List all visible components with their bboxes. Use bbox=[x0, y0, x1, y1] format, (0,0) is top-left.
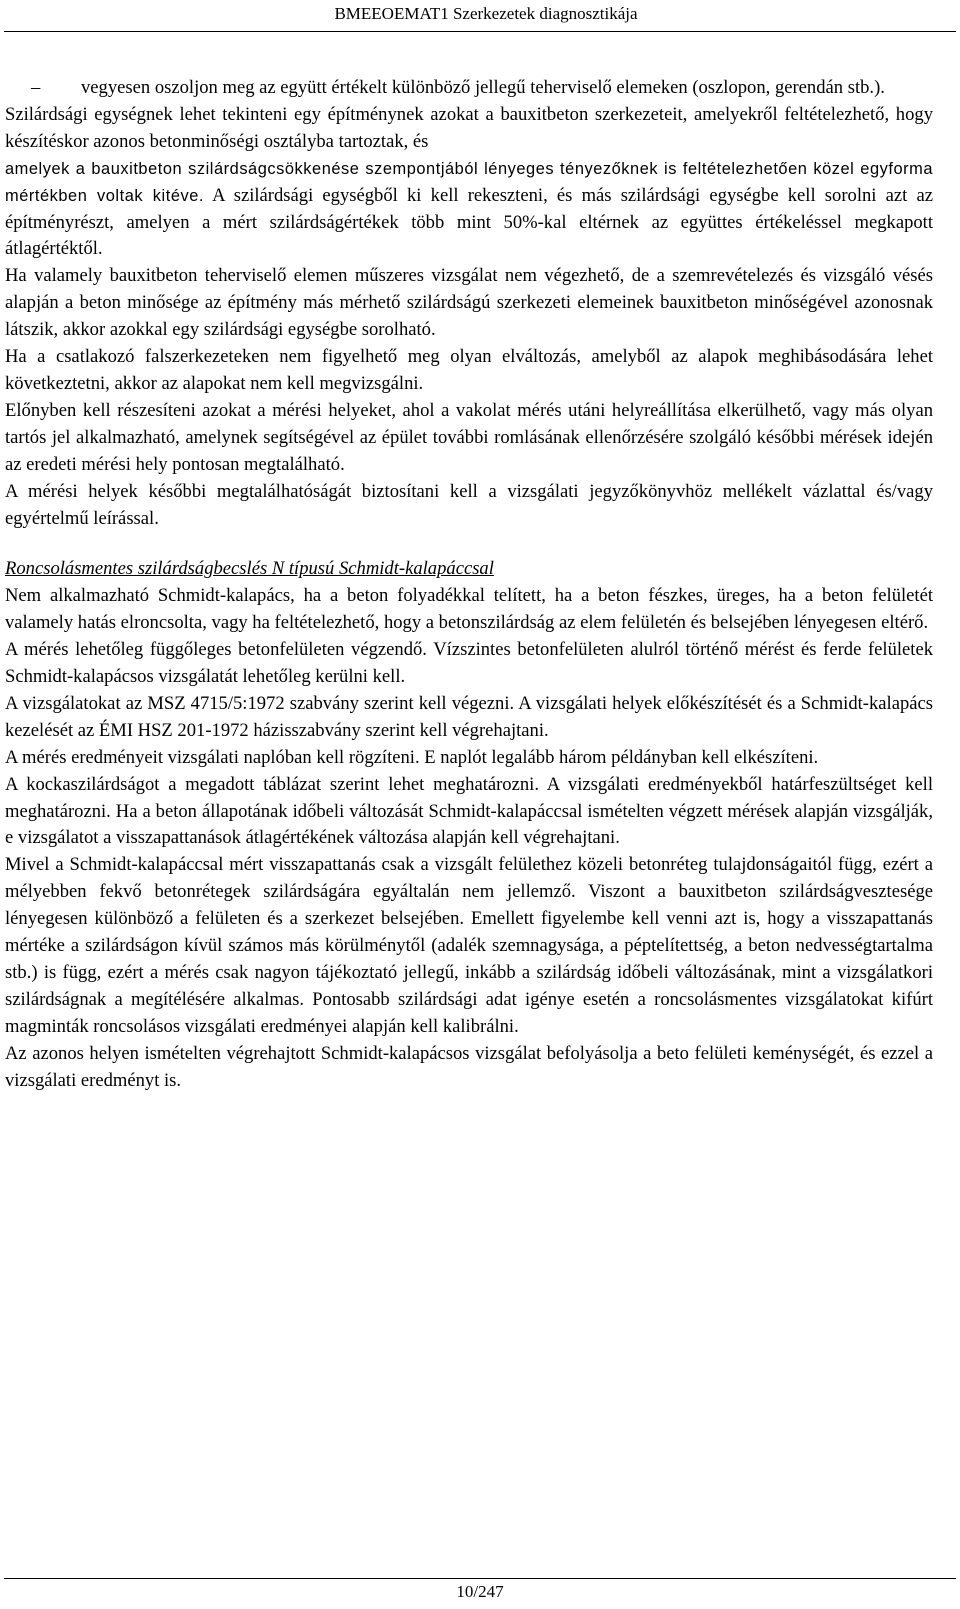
section-title: Roncsolásmentes szilárdságbecslés N típusú Schmidt-kalapáccsal bbox=[5, 558, 494, 580]
page-number: 10/247 bbox=[456, 1582, 504, 1601]
paragraph: Ha a csatlakozó falszerkezeteken nem figyelhető meg olyan elváltozás, amelyből az alapok meghibásodására lehet következtetni, akkor az alapokat nem kell megvizsgálni. bbox=[5, 346, 933, 394]
paragraph: A mérés eredményeit vizsgálati naplóban kell rögzíteni. E naplót legalább három példányban kell elkészíteni. bbox=[5, 746, 819, 768]
bullet-text: vegyesen oszoljon meg az együtt értékelt különböző jellegű teherviselő elemeken (oszlopon, gerendán stb.). bbox=[81, 77, 885, 98]
paragraph: A kockaszilárdságot a megadott táblázat szerint lehet meghatározni. A vizsgálati eredményekből határfeszültséget kell meghatározni. Ha a beton állapotának időbeli változását Schmidt-kalapáccsal ismételten végzett mérések alapján vizsgálják, e vizsgálatot a visszapattanások átlagértékének változása alapján kell végrehajtani. bbox=[5, 773, 933, 849]
paragraph: Előnyben kell részesíteni azokat a mérési helyeket, ahol a vakolat mérés utáni helyreállítása elkerülhető, vagy más olyan tartós jel alkalmazható, amelynek segítségével az épület további romlásának ellenőrzésére szolgáló későbbi mérések idején az eredeti mérési hely pontosan megtalálható. bbox=[5, 399, 933, 475]
paragraph: Ha valamely bauxitbeton teherviselő elemen műszeres vizsgálat nem végezhető, de a szemrevételezés és vizsgáló vésés alapján a beton minősége az építmény más mérhető szilárdságú szerkezeti elemeinek bauxitbeton minőségével azonosnak látszik, akkor azokkal egy szilárdsági egységbe sorolható. bbox=[5, 265, 933, 341]
body-text bbox=[5, 75, 933, 1095]
paragraph-szilardsagi-egyseg bbox=[5, 102, 933, 263]
bullet-dash: – bbox=[31, 77, 41, 98]
paragraph-part-sans: amelyek a bauxitbeton szilárdságcsökkenése szempontjából lényeges tényezőknek is feltételezhetően közel egyforma mértékben voltak kitéve. bbox=[5, 159, 933, 205]
paragraph-part: Szilárdsági egységnek lehet tekinteni egy építménynek azokat a bauxitbeton szerkezeteit, amelyekről feltételezhető, hogy készítéskor azonos betonminőségi osztályba tartoztak, és bbox=[5, 103, 933, 152]
paragraph: Mivel a Schmidt-kalapáccsal mért visszapattanás csak a vizsgált felülethez közeli betonréteg tulajdonságaitól függ, ezért a mélyebben fekvő betonrétegek szilárdságára egyáltalán nem jellemző. Viszont a bauxitbeton szilárdságvesztesége lényegesen különböző a felületen és a szerkezet belsejében. Emellett figyelembe kell venni azt is, hogy a visszapattanás mértéke a szilárdságon kívül számos más körülménytől (adalék szemnagysága, a péptelítettség, a beton nedvességtartalma stb.) is függ, ezért a mérés csak nagyon tájékoztató jellegű, inkább a szilárdság időbeli változásának, mint a vizsgálatkori szilárdságnak a megítélésére alkalmas. Pontosabb szilárdsági adat igénye esetén a roncsolásmentes vizsgálatokat kifúrt magminták roncsolásos vizsgálati eredményei alapján kell kalibrálni. bbox=[5, 854, 933, 1037]
paragraph-part: A szilárdsági egységből ki kell rekeszteni, és más szilárdsági egységbe kell sorolni azt az építményrészt, amelyen a mért szilárdságértékek több mint 50%-kal eltérnek az együttes értékeléssel megkapott átlagértéktől. bbox=[5, 184, 933, 260]
paragraph: A mérési helyek későbbi megtalálhatóságát biztosítani kell a vizsgálati jegyzőkönyvhöz mellékelt vázlattal és/vagy egyértelmű leírással. bbox=[5, 480, 933, 529]
bullet-item bbox=[5, 75, 933, 102]
paragraph: A mérés lehetőleg függőleges betonfelületen végzendő. Vízszintes betonfelületen alulról történő mérést és ferde felületek Schmidt-kalapácsos vizsgálatát lehetőleg kerülni kell. bbox=[5, 639, 933, 688]
running-header: BMEEOEMAT1 Szerkezetek diagnosztikája bbox=[334, 4, 638, 23]
paragraph: Nem alkalmazható Schmidt-kalapács, ha a beton folyadékkal telített, ha a beton fészkes, üreges, ha a beton felületét valamely hatás elroncsolta, vagy ha feltételezhető, hogy a betonszilárdság az elem felületén és belsejében lényegesen eltérő. bbox=[5, 585, 933, 634]
paragraph: A vizsgálatokat az MSZ 4715/5:1972 szabvány szerint kell végezni. A vizsgálati helyek előkészítését és a Schmidt-kalapács kezelését az ÉMI HSZ 201-1972 házisszabvány szerint kell végrehajtani. bbox=[5, 692, 933, 741]
footer-rule bbox=[4, 1578, 956, 1579]
paragraph: Az azonos helyen ismételten végrehajtott Schmidt-kalapácsos vizsgálat befolyásolja a beto felületi keménységét, és ezzel a vizsgálati eredményt is. bbox=[5, 1042, 933, 1091]
header-rule bbox=[4, 31, 956, 32]
